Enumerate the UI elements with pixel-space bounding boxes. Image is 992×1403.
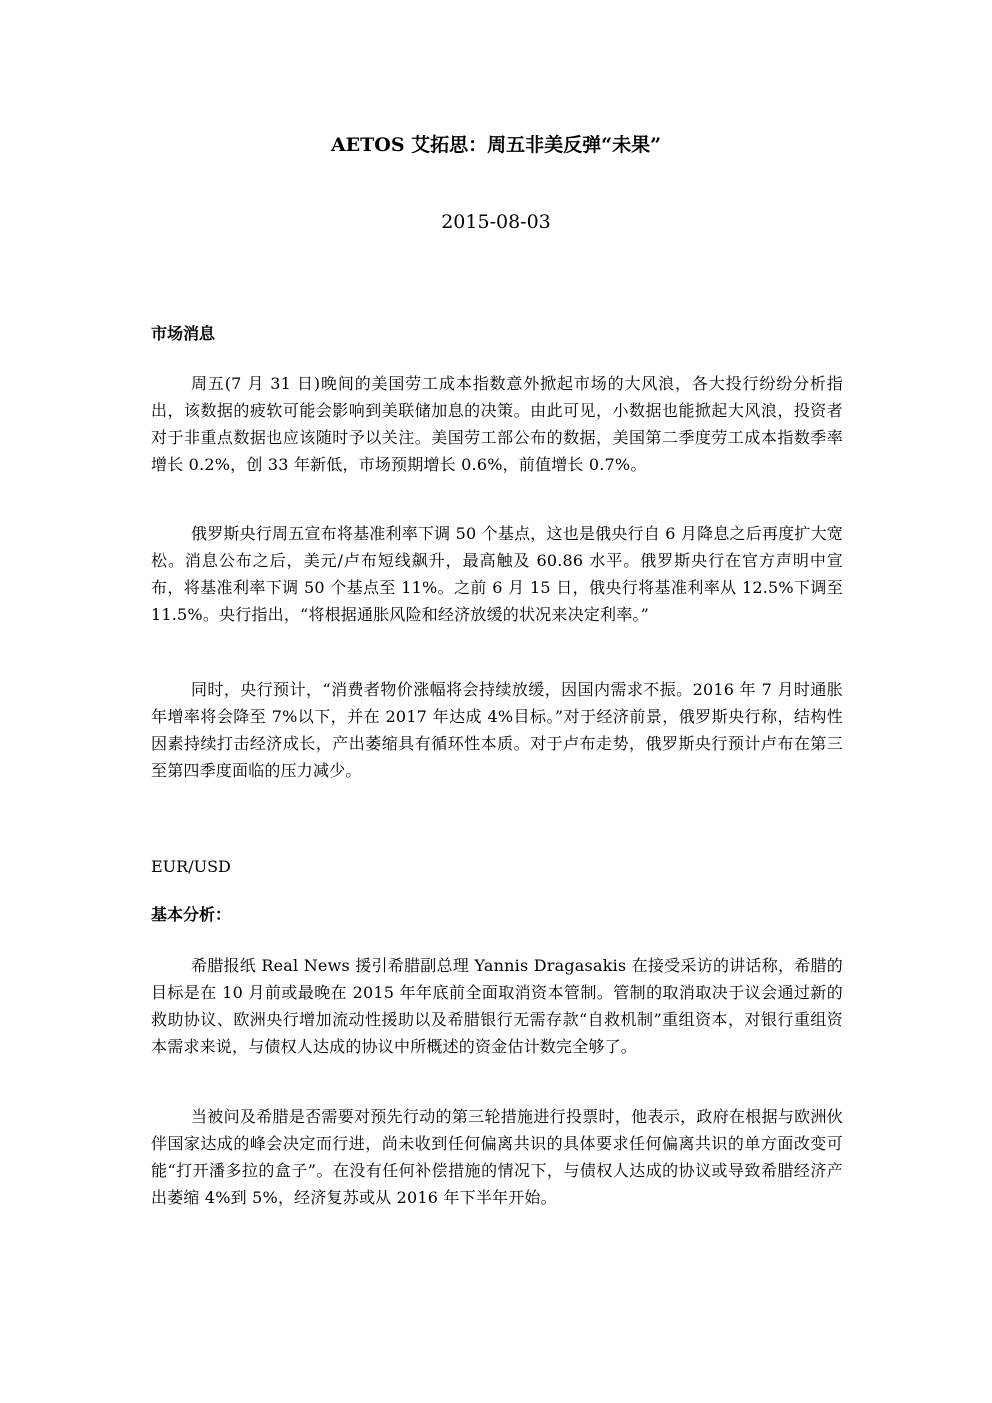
- market-news-paragraph-1-block: [151, 370, 843, 478]
- eurusd-paragraph-1-block: [151, 952, 843, 1060]
- eurusd-fundamental-heading-block: [151, 903, 843, 927]
- eurusd-pair-label-block: [151, 855, 843, 879]
- market-news-paragraph-2-block: [151, 520, 843, 628]
- market-news-paragraph-1: 周五(7 月 31 日)晚间的美国劳工成本指数意外掀起市场的大风浪，各大投行纷纷分析指出，该数据的疲软可能会影响到美联储加息的决策。由此可见，小数据也能掀起大风浪，投资者对于非重点数据也应该随时予以关注。美国劳工部公布的数据，美国第二季度劳工成本指数季率增长 0.2%，创 33 年新低，市场预期增长 0.6%，前值增长 0.7%。: [151, 374, 843, 474]
- market-news-paragraph-3-block: [151, 676, 843, 784]
- eurusd-pair-label: EUR/USD: [151, 857, 231, 876]
- fundamental-analysis-heading: 基本分析：: [151, 905, 232, 924]
- market-news-heading: 市场消息: [151, 324, 216, 343]
- eurusd-paragraph-2: 当被问及希腊是否需要对预先行动的第三轮措施进行投票时，他表示，政府在根据与欧洲伙伴国家达成的峰会决定而行进，尚未收到任何偏离共识的具体要求任何偏离共识的单方面改变可能“打开潘多拉的盒子”。在没有任何补偿措施的情况下，与债权人达成的协议或导致希腊经济产出萎缩 4%到 5%，经济复苏或从 2016 年下半年开始。: [151, 1107, 843, 1207]
- market-news-section: [151, 322, 843, 346]
- document-date: 2015-08-03: [441, 211, 551, 233]
- eurusd-paragraph-1: 希腊报纸 Real News 援引希腊副总理 Yannis Dragasakis 在接受采访的讲话称，希腊的目标是在 10 月前或最晚在 2015 年年底前全面取消资本管制。管制的取消取决于议会通过新的救助协议、欧洲央行增加流动性援助以及希腊银行无需存款“自救机制”重组资本，对银行重组资本需求来说，与债权人达成的协议中所概述的资金估计数完全够了。: [151, 956, 843, 1056]
- market-news-paragraph-2: 俄罗斯央行周五宣布将基准利率下调 50 个基点，这也是俄央行自 6 月降息之后再度扩大宽松。消息公布之后，美元/卢布短线飙升，最高触及 60.86 水平。俄罗斯央行在官方声明中宣布，将基准利率下调 50 个基点至 11%。之前 6 月 15 日，俄央行将基准利率从 12.5%下调至 11.5%。央行指出，“将根据通胀风险和经济放缓的状况来决定利率。”: [151, 524, 843, 624]
- document-title: AETOS 艾拓思：周五非美反弹“未果”: [330, 134, 662, 156]
- eurusd-paragraph-2-block: [151, 1103, 843, 1211]
- market-news-paragraph-3: 同时，央行预计，“消费者物价涨幅将会持续放缓，因国内需求不振。2016 年 7 月时通胀年增率将会降至 7%以下，并在 2017 年达成 4%目标。”对于经济前景，俄罗斯央行称，结构性因素持续打击经济成长，产出萎缩具有循环性本质。对于卢布走势，俄罗斯央行预计卢布在第三至第四季度面临的压力减少。: [151, 680, 843, 780]
